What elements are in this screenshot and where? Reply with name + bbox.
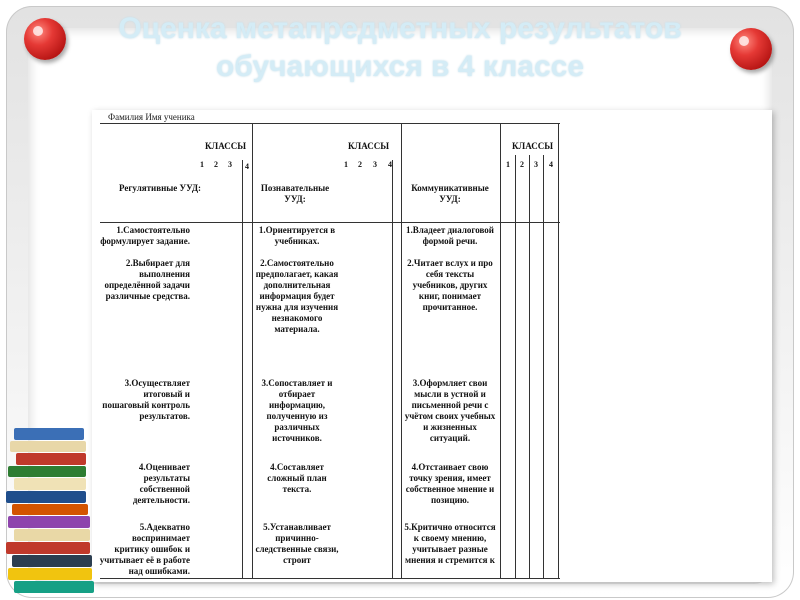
grade-number: 1	[344, 160, 348, 169]
cognitive-item: 3.Сопоставляет и отбирает информацию, полученную из различных источников.	[261, 378, 333, 443]
classes-header: КЛАССЫ	[512, 141, 554, 151]
column-header-regulatory: Регулятивные УУД:	[118, 183, 202, 193]
grade-number: 1	[200, 160, 204, 169]
cognitive-item: 1.Ориентируется в учебниках.	[258, 225, 336, 246]
table-line	[401, 123, 402, 578]
pushpin-icon	[24, 18, 66, 60]
cognitive-item: 4.Составляет сложный план текста.	[267, 462, 327, 494]
table-line	[529, 155, 530, 578]
cognitive-item: 5.Устанавливает причинно-следственные связи, строит	[255, 522, 339, 565]
communicative-item: 3.Оформляет свои мысли в устной и письменной речи с учётом своих учебных и жизненных ситуаций.	[404, 378, 496, 443]
table-line	[242, 160, 243, 578]
grade-number: 1	[506, 160, 510, 169]
grade-number: 4	[388, 160, 392, 169]
regulatory-item: 3.Осуществляет итоговый и пошаговый контроль результатов.	[102, 378, 190, 421]
regulatory-item: 4.Оценивает результаты собственной деятельности.	[132, 462, 190, 505]
table-line	[100, 222, 560, 223]
table-line	[392, 160, 393, 578]
regulatory-item: 2.Выбирает для выполнения определённой задачи различные средства.	[104, 258, 190, 301]
table-line	[558, 123, 559, 578]
grade-number: 2	[214, 160, 218, 169]
communicative-item: 2.Читает вслух и про себя тексты учебников, других книг, понимает прочитанное.	[407, 258, 493, 312]
communicative-item: 5.Критично относится к своему мнению, учитывает разные мнения и стремится к	[404, 522, 496, 565]
classes-header: КЛАССЫ	[348, 141, 390, 151]
grade-number: 2	[520, 160, 524, 169]
grade-number: 2	[358, 160, 362, 169]
slide-title: Оценка метапредметных результатов обучающихся в 4 классе	[118, 12, 682, 83]
pushpin-icon	[730, 28, 772, 70]
table-line	[100, 123, 560, 124]
table-line	[100, 578, 560, 579]
communicative-item: 1.Владеет диалоговой формой речи.	[405, 225, 494, 246]
evaluation-table	[92, 110, 772, 582]
regulatory-item: 1.Самостоятельно формулирует задание.	[100, 225, 190, 246]
communicative-item: 4.Отстаивает свою точку зрения, имеет собственное мнение и позицию.	[405, 462, 495, 505]
cognitive-item: 2.Самостоятельно предполагает, какая дополнительная информация будет нужна для изучения незнакомого материала.	[255, 258, 339, 334]
column-header-communicative: Коммуникативные УУД:	[411, 183, 489, 204]
grade-number: 3	[228, 160, 232, 169]
table-line	[500, 123, 501, 578]
grade-number: 4	[245, 162, 249, 171]
grade-number: 3	[373, 160, 377, 169]
classes-header: КЛАССЫ	[205, 141, 247, 151]
grade-number: 3	[534, 160, 538, 169]
regulatory-item: 5.Адекватно воспринимает критику ошибок и учитывает её в работе над ошибками.	[99, 522, 190, 576]
column-header-cognitive: Познавательные УУД:	[260, 183, 330, 204]
table-line	[515, 155, 516, 578]
table-line	[543, 155, 544, 578]
table-line	[252, 123, 253, 578]
grade-number: 4	[549, 160, 553, 169]
student-name-label: Фамилия Имя ученика	[108, 112, 195, 122]
books-stack-icon	[6, 420, 98, 600]
